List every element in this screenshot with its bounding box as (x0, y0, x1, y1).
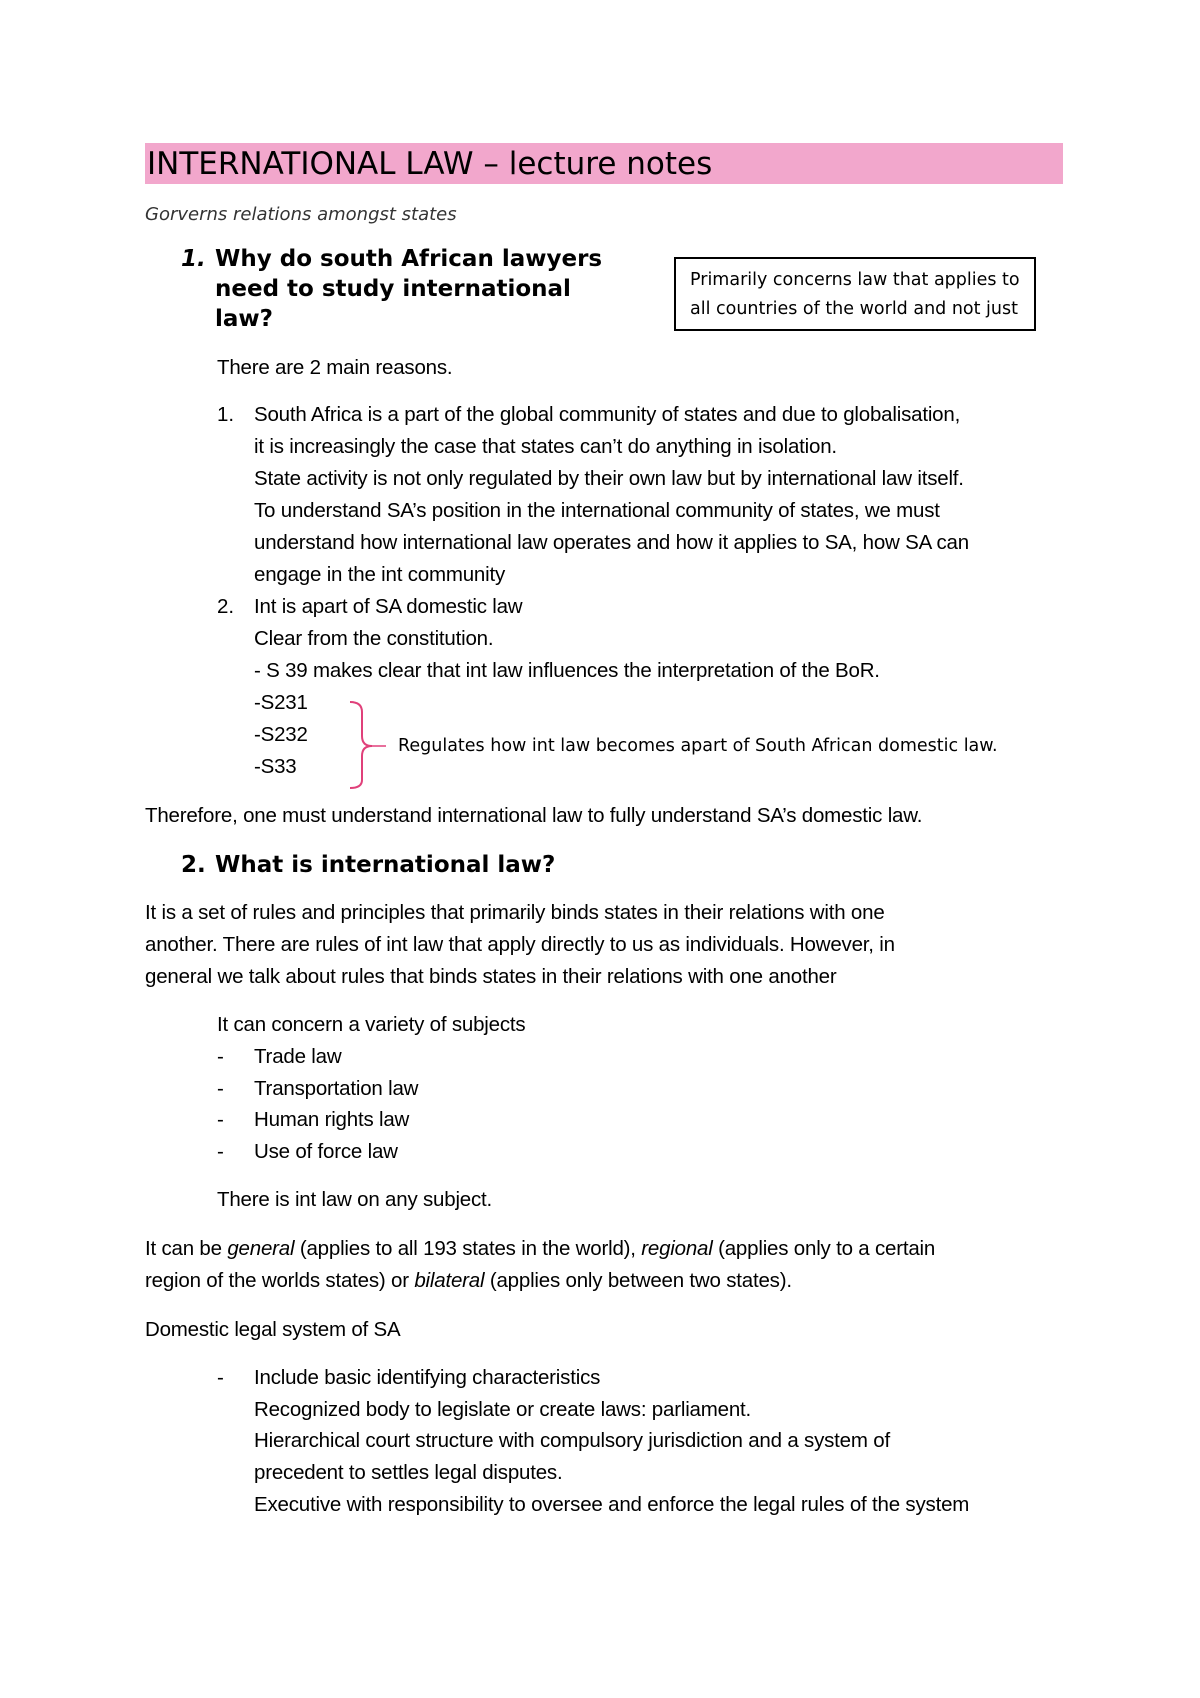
section-1-heading (181, 244, 602, 274)
section-ref-s231: -S231 (254, 691, 308, 714)
section-2-heading-text: What is international law? (215, 852, 556, 878)
scope-text: It can be (145, 1237, 228, 1260)
section-1-heading-line3: law? (215, 306, 273, 332)
brace-note: Regulates how int law becomes apart of South African domestic law. (398, 736, 998, 756)
section-2-number: 2. (181, 852, 206, 878)
callout-box (674, 257, 1036, 331)
subject-item: Transportation law (254, 1077, 419, 1100)
definition-line: It is a set of rules and principles that primarily binds states in their relations with one (145, 901, 885, 924)
reason-2-line: Int is apart of SA domestic law (254, 595, 523, 618)
reason-1-line: State activity is not only regulated by their own law but by international law itself. (254, 467, 964, 490)
scope-text: (applies to all 193 states in the world), (294, 1237, 642, 1260)
subjects-intro: It can concern a variety of subjects (217, 1013, 526, 1036)
bullet-dash: - (217, 1108, 224, 1131)
domestic-line: Executive with responsibility to oversee and enforce the legal rules of the system (254, 1493, 970, 1516)
section-2-heading (181, 850, 555, 880)
reason-1-line: engage in the int community (254, 563, 506, 586)
domestic-line: Hierarchical court structure with compulsory jurisdiction and a system of (254, 1429, 890, 1452)
scope-line-1 (145, 1233, 935, 1265)
bullet-dash: - (217, 1140, 224, 1163)
reason-2-line: - S 39 makes clear that int law influences the interpretation of the BoR. (254, 659, 880, 682)
domestic-line: Include basic identifying characteristics (254, 1366, 601, 1389)
domestic-heading: Domestic legal system of SA (145, 1318, 401, 1341)
section-1-number: 1. (181, 246, 206, 272)
section-1-conclusion: Therefore, one must understand international law to fully understand SA’s domestic law. (145, 804, 923, 827)
any-subject-note: There is int law on any subject. (217, 1188, 493, 1211)
subject-item: Use of force law (254, 1140, 398, 1163)
page-title: INTERNATIONAL LAW – lecture notes (147, 146, 713, 182)
scope-general: general (227, 1237, 295, 1260)
title-highlight (145, 143, 1063, 184)
callout-line-1: Primarily concerns law that applies to (690, 270, 1020, 290)
subject-item: Trade law (254, 1045, 342, 1068)
scope-text: (applies only to a certain (712, 1237, 936, 1260)
bullet-dash: - (217, 1366, 224, 1389)
reason-1-line: it is increasingly the case that states can’t do anything in isolation. (254, 435, 837, 458)
reason-2-number: 2. (217, 595, 235, 618)
section-ref-s232: -S232 (254, 723, 308, 746)
definition-line: another. There are rules of int law that apply directly to us as individuals. However, in (145, 933, 895, 956)
definition-line: general we talk about rules that binds states in their relations with one another (145, 965, 837, 988)
section-1-heading-line1: Why do south African lawyers (215, 246, 603, 272)
reasons-intro: There are 2 main reasons. (217, 356, 453, 379)
scope-text: (applies only between two states). (484, 1269, 792, 1292)
reason-1-line: To understand SA’s position in the international community of states, we must (254, 499, 940, 522)
domestic-line: precedent to settles legal disputes. (254, 1461, 563, 1484)
subject-item: Human rights law (254, 1108, 410, 1131)
bullet-dash: - (217, 1045, 224, 1068)
bullet-dash: - (217, 1077, 224, 1100)
scope-line-2 (145, 1265, 792, 1297)
section-1-heading-line2: need to study international (215, 276, 571, 302)
scope-regional: regional (641, 1237, 713, 1260)
right-brace-icon (348, 700, 388, 790)
scope-bilateral: bilateral (414, 1269, 485, 1292)
reason-1-line: understand how international law operates and how it applies to SA, how SA can (254, 531, 969, 554)
reason-1-line: South Africa is a part of the global community of states and due to globalisation, (254, 403, 961, 426)
subtitle: Gorverns relations amongst states (145, 204, 457, 225)
callout-line-2: all countries of the world and not just (690, 299, 1018, 319)
reason-2-line: Clear from the constitution. (254, 627, 494, 650)
section-ref-s33: -S33 (254, 755, 297, 778)
scope-text: region of the worlds states) or (145, 1269, 415, 1292)
reason-1-number: 1. (217, 403, 235, 426)
domestic-line: Recognized body to legislate or create laws: parliament. (254, 1398, 752, 1421)
